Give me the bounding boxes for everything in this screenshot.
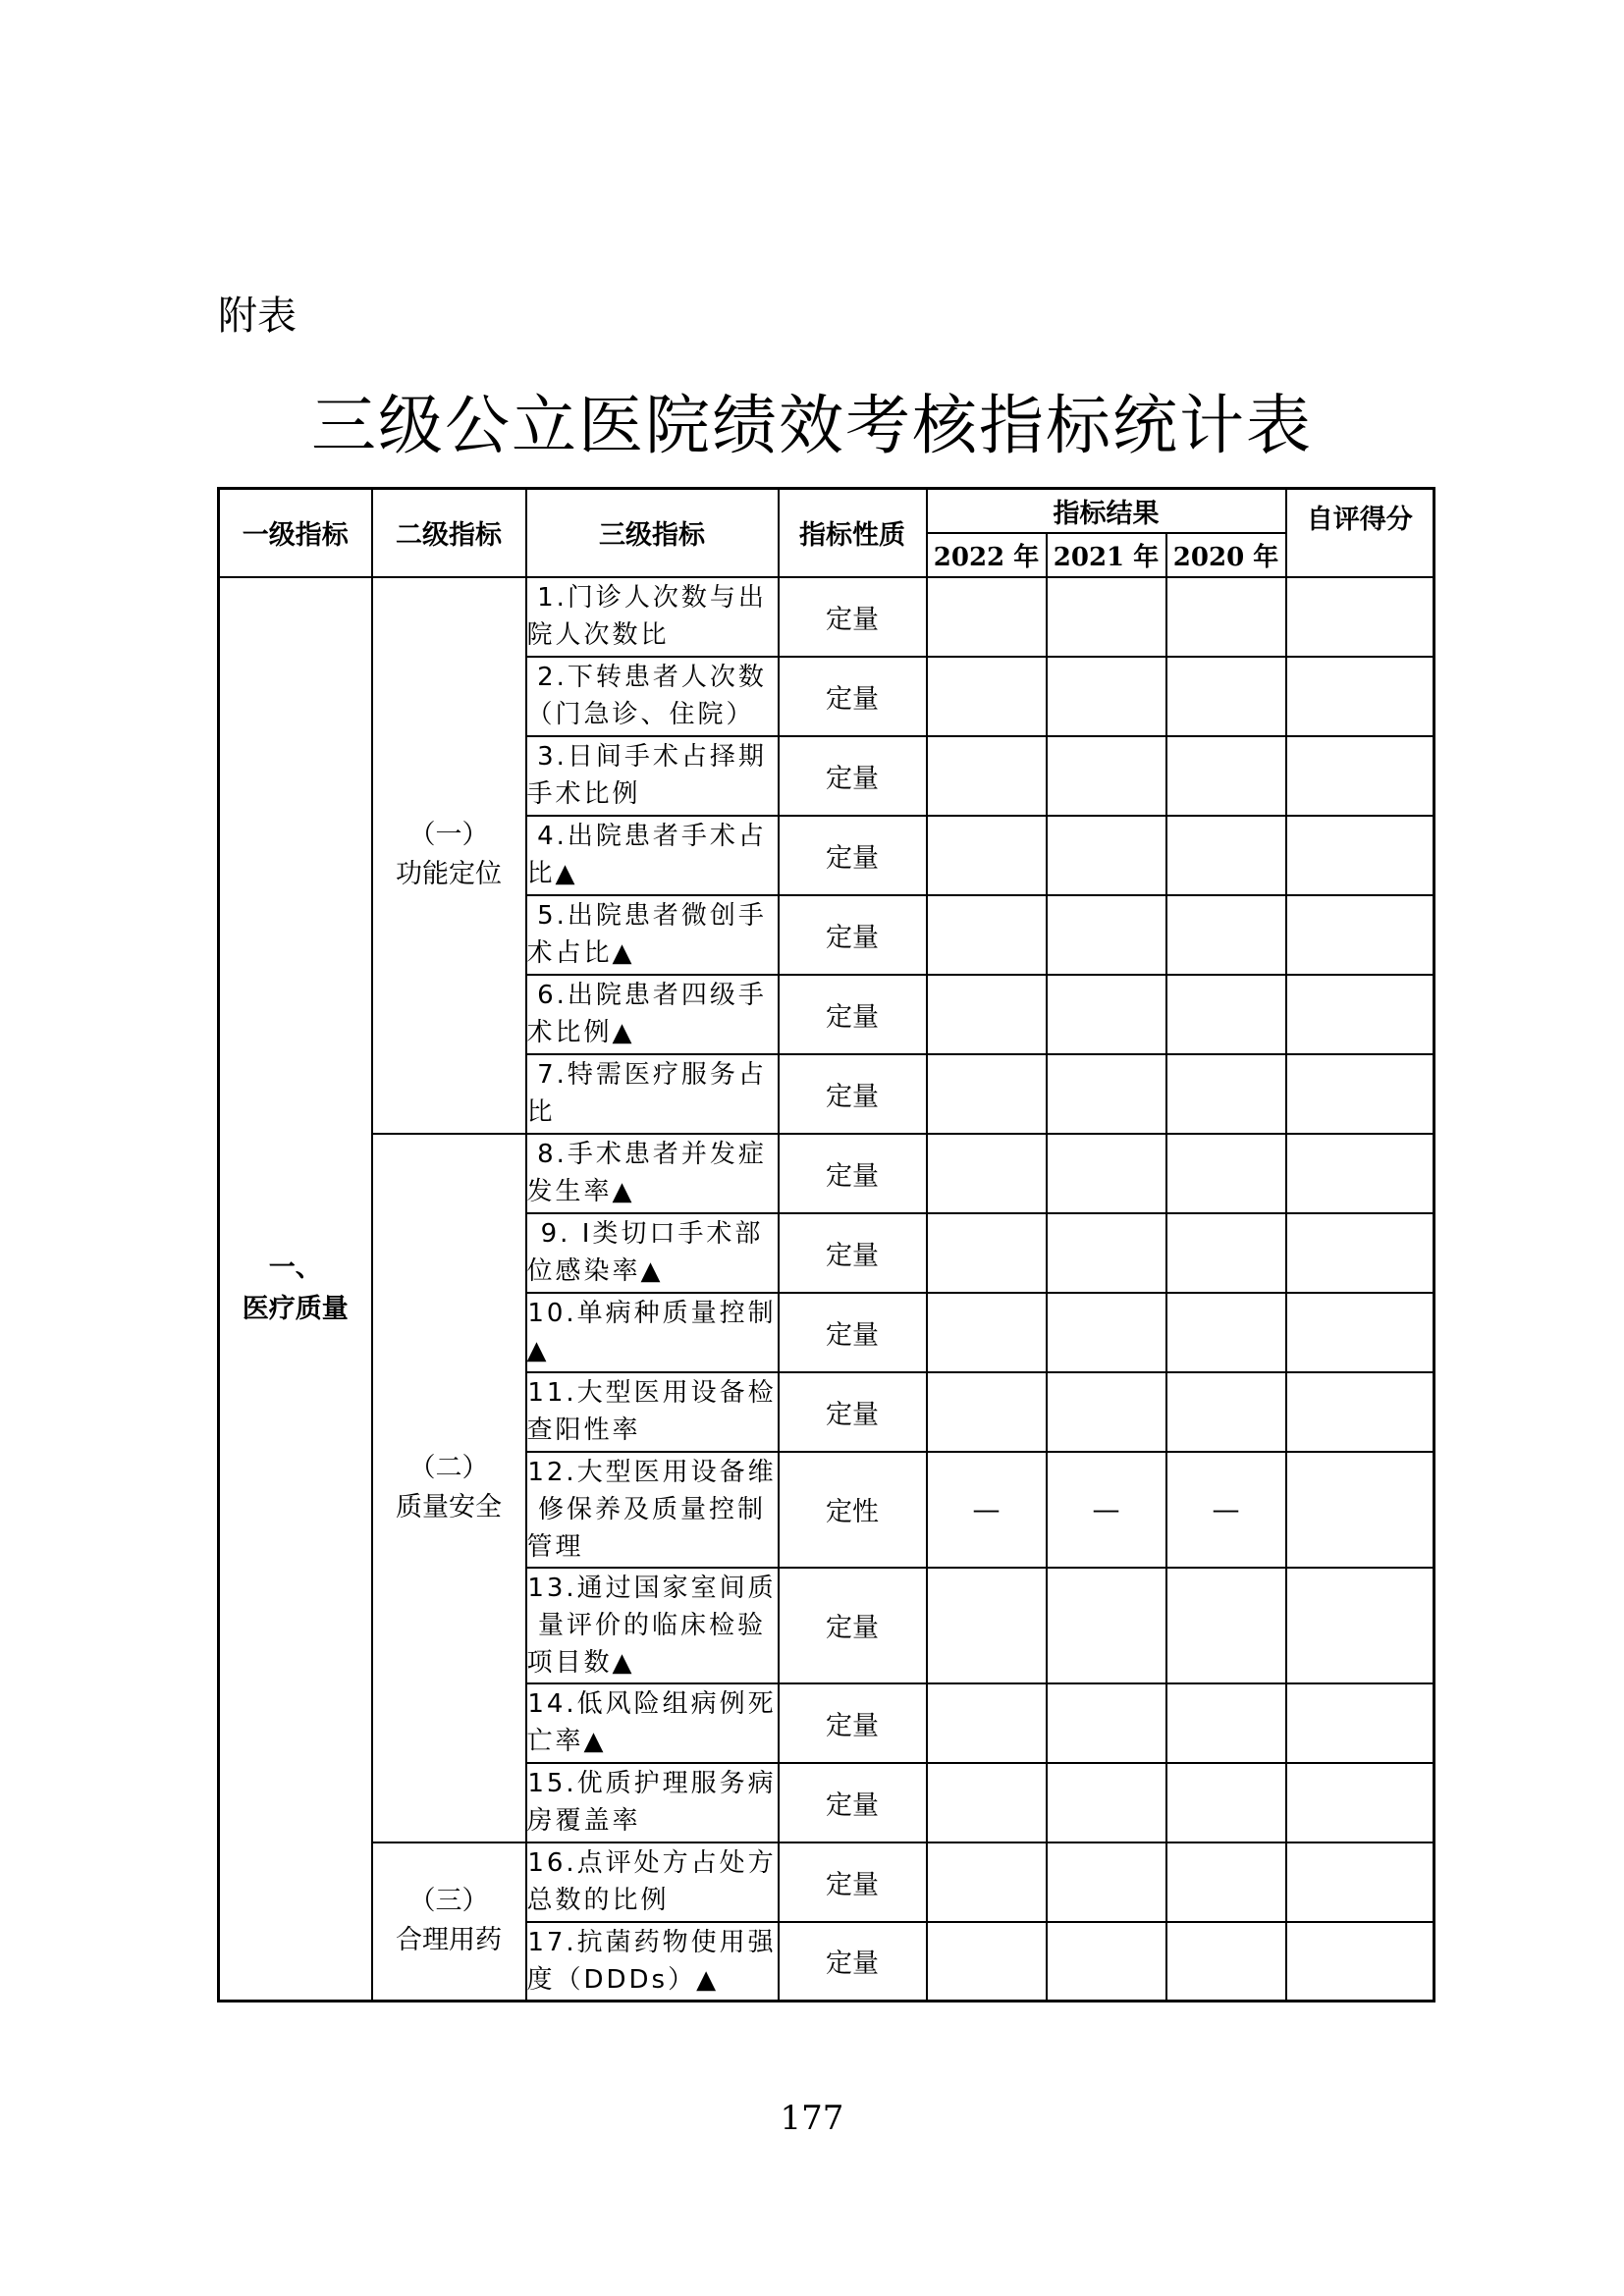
result-cell-2021: — [1047,1452,1166,1568]
header-result: 指标结果 [927,489,1286,533]
result-cell-2020 [1166,1683,1286,1763]
level2-cell [372,577,526,1134]
indicator-nature: 定量 [779,657,927,736]
level2-number: （一） [408,820,489,850]
indicator-nature: 定量 [779,1763,927,1842]
result-cell-2022 [927,1763,1047,1842]
result-cell-2020 [1166,1372,1286,1452]
self-score-cell [1286,1922,1435,2002]
self-score-cell [1286,1293,1435,1372]
result-cell-2022 [927,975,1047,1054]
result-cell-2022 [927,1922,1047,2002]
level3-indicator: 16.点评处方占处方总数的比例 [526,1842,779,1922]
result-cell-2021 [1047,1683,1166,1763]
level3-indicator: 1.门诊人次数与出院人次数比 [526,577,779,657]
indicator-nature: 定量 [779,1372,927,1452]
level1-name: 医疗质量 [242,1293,349,1324]
result-cell-2020 [1166,577,1286,657]
level3-indicator: 9. Ⅰ类切口手术部位感染率▲ [526,1213,779,1293]
level3-indicator: 11.大型医用设备检查阳性率 [526,1372,779,1452]
header-nature: 指标性质 [779,489,927,577]
self-score-cell [1286,975,1435,1054]
level3-indicator: 17.抗菌药物使用强度（DDDs）▲ [526,1922,779,2002]
result-cell-2021 [1047,736,1166,816]
indicator-nature: 定性 [779,1452,927,1568]
result-cell-2022 [927,895,1047,975]
result-cell-2021 [1047,1213,1166,1293]
indicator-nature: 定量 [779,1293,927,1372]
result-cell-2021 [1047,1568,1166,1683]
result-cell-2020 [1166,736,1286,816]
header-level3: 三级指标 [526,489,779,577]
self-score-cell [1286,895,1435,975]
self-score-cell [1286,736,1435,816]
result-cell-2020 [1166,657,1286,736]
indicator-nature: 定量 [779,1134,927,1213]
level1-cell [219,577,372,2002]
self-score-cell [1286,657,1435,736]
result-cell-2022 [927,1568,1047,1683]
table-row [219,1134,1435,1213]
appendix-label: 附表 [218,294,297,339]
result-cell-2020 [1166,1213,1286,1293]
header-year-2021: 2021 年 [1047,533,1166,577]
result-cell-2021 [1047,1372,1166,1452]
result-cell-2021 [1047,1054,1166,1134]
level3-indicator: 3.日间手术占择期手术比例 [526,736,779,816]
level2-cell [372,1134,526,1842]
indicator-nature: 定量 [779,1683,927,1763]
level2-cell [372,1842,526,2002]
result-cell-2021 [1047,1134,1166,1213]
result-cell-2021 [1047,895,1166,975]
indicator-nature: 定量 [779,577,927,657]
header-year-2022: 2022 年 [927,533,1047,577]
result-cell-2022 [927,1134,1047,1213]
self-score-cell [1286,1372,1435,1452]
result-cell-2021 [1047,1763,1166,1842]
level2-name: 合理用药 [396,1925,502,1956]
result-cell-2020 [1166,1054,1286,1134]
result-cell-2021 [1047,577,1166,657]
self-score-cell [1286,1568,1435,1683]
result-cell-2021 [1047,975,1166,1054]
level2-name: 质量安全 [396,1491,502,1522]
level3-indicator: 6.出院患者四级手术比例▲ [526,975,779,1054]
level3-indicator: 10.单病种质量控制▲ [526,1293,779,1372]
level3-indicator: 15.优质护理服务病房覆盖率 [526,1763,779,1842]
result-cell-2022 [927,577,1047,657]
level3-indicator: 8.手术患者并发症发生率▲ [526,1134,779,1213]
self-score-cell [1286,816,1435,895]
indicator-nature: 定量 [779,1213,927,1293]
self-score-cell [1286,1054,1435,1134]
self-score-cell [1286,1134,1435,1213]
result-cell-2020 [1166,1568,1286,1683]
result-cell-2020 [1166,1922,1286,2002]
result-cell-2022 [927,1842,1047,1922]
self-score-cell [1286,1842,1435,1922]
self-score-cell [1286,1683,1435,1763]
page-title: 三级公立医院绩效考核指标统计表 [311,388,1313,463]
header-self-score: 自评得分 [1286,489,1435,577]
indicator-nature: 定量 [779,1922,927,2002]
result-cell-2020 [1166,1134,1286,1213]
indicator-table [217,487,1435,2002]
table-row [219,577,1435,657]
indicator-nature: 定量 [779,736,927,816]
result-cell-2021 [1047,1922,1166,2002]
table-body [219,577,1435,2002]
level3-indicator: 14.低风险组病例死亡率▲ [526,1683,779,1763]
result-cell-2020: — [1166,1452,1286,1568]
header-level1: 一级指标 [219,489,372,577]
result-cell-2022 [927,1683,1047,1763]
level3-indicator: 5.出院患者微创手术占比▲ [526,895,779,975]
header-year-2020: 2020 年 [1166,533,1286,577]
self-score-cell [1286,1763,1435,1842]
result-cell-2022 [927,816,1047,895]
level2-number: （二） [408,1452,489,1483]
indicator-nature: 定量 [779,975,927,1054]
result-cell-2020 [1166,816,1286,895]
indicator-nature: 定量 [779,1842,927,1922]
indicator-nature: 定量 [779,1568,927,1683]
result-cell-2020 [1166,1842,1286,1922]
table-row [219,1842,1435,1922]
level3-indicator: 4.出院患者手术占比▲ [526,816,779,895]
result-cell-2021 [1047,816,1166,895]
level1-number: 一、 [268,1252,322,1283]
page-number: 177 [780,2099,844,2138]
level3-indicator: 7.特需医疗服务占比 [526,1054,779,1134]
self-score-cell [1286,577,1435,657]
result-cell-2020 [1166,1293,1286,1372]
header-level2: 二级指标 [372,489,526,577]
result-cell-2022 [927,1054,1047,1134]
self-score-cell [1286,1213,1435,1293]
result-cell-2020 [1166,975,1286,1054]
indicator-nature: 定量 [779,816,927,895]
result-cell-2021 [1047,1842,1166,1922]
level3-indicator: 13.通过国家室间质量评价的临床检验项目数▲ [526,1568,779,1683]
level3-indicator: 12.大型医用设备维修保养及质量控制管理 [526,1452,779,1568]
result-cell-2022 [927,657,1047,736]
result-cell-2020 [1166,1763,1286,1842]
result-cell-2022 [927,1213,1047,1293]
level3-indicator: 2.下转患者人次数（门急诊、住院） [526,657,779,736]
result-cell-2022 [927,1372,1047,1452]
indicator-nature: 定量 [779,895,927,975]
self-score-cell [1286,1452,1435,1568]
indicator-nature: 定量 [779,1054,927,1134]
result-cell-2022 [927,1293,1047,1372]
result-cell-2022 [927,736,1047,816]
result-cell-2021 [1047,1293,1166,1372]
result-cell-2021 [1047,657,1166,736]
level2-name: 功能定位 [396,859,502,889]
result-cell-2020 [1166,895,1286,975]
result-cell-2022: — [927,1452,1047,1568]
level2-number: （三） [408,1886,489,1917]
